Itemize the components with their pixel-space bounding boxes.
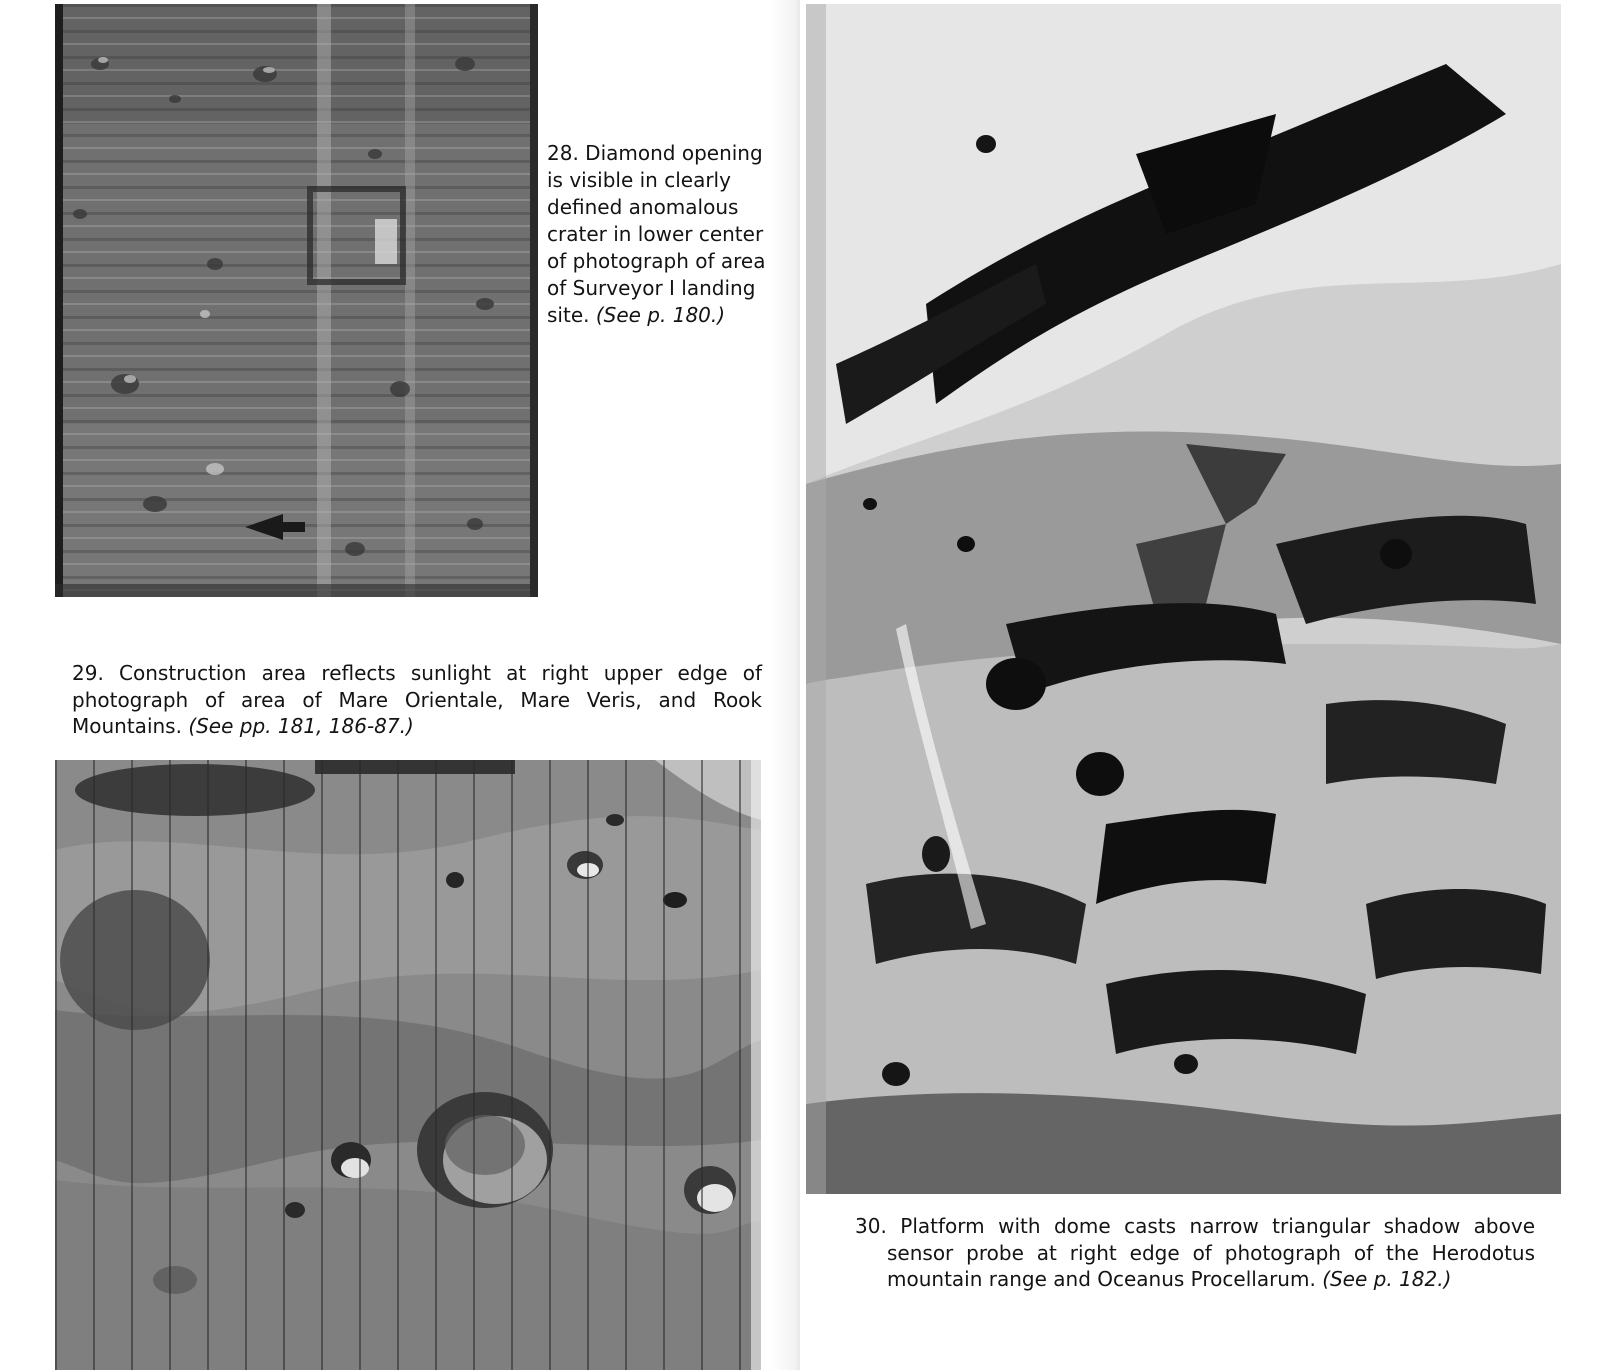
caption-plate-30 bbox=[855, 1213, 1535, 1293]
caption-plate-29 bbox=[72, 660, 762, 740]
lunar-surface-image bbox=[55, 4, 538, 597]
page-reference: (See p. 182.) bbox=[1322, 1267, 1452, 1292]
photo-surveyor-landing-site bbox=[55, 4, 538, 597]
page-reference: (See p. 180.) bbox=[595, 303, 726, 327]
caption-plate-28 bbox=[547, 140, 769, 329]
lunar-surface-image bbox=[55, 760, 761, 1370]
caption-text: Construction area reflects sunlight at right upper edge of photograph of area of Mare Orientale, Mare Veris, and Rook Mountains. bbox=[72, 661, 763, 739]
right-page bbox=[800, 0, 1600, 1370]
caption-text: Diamond opening is visible in clearly defined anomalous crater in lower center of photograph of area of Surveyor I landing site. bbox=[547, 141, 766, 327]
photo-herodotus-mountains bbox=[806, 4, 1561, 1194]
page-reference: (See pp. 181, 186-87.) bbox=[188, 714, 414, 739]
plate-number: 29. bbox=[72, 661, 104, 685]
caption-text: Platform with dome casts narrow triangular shadow above sensor probe at right edge of photograph of the Herodotus mountain range and Oceanus Procellarum. bbox=[887, 1214, 1536, 1292]
photo-mare-orientale bbox=[55, 760, 761, 1370]
plate-number: 30. bbox=[855, 1214, 887, 1238]
plate-number: 28. bbox=[547, 141, 579, 165]
lunar-surface-image bbox=[806, 4, 1561, 1194]
